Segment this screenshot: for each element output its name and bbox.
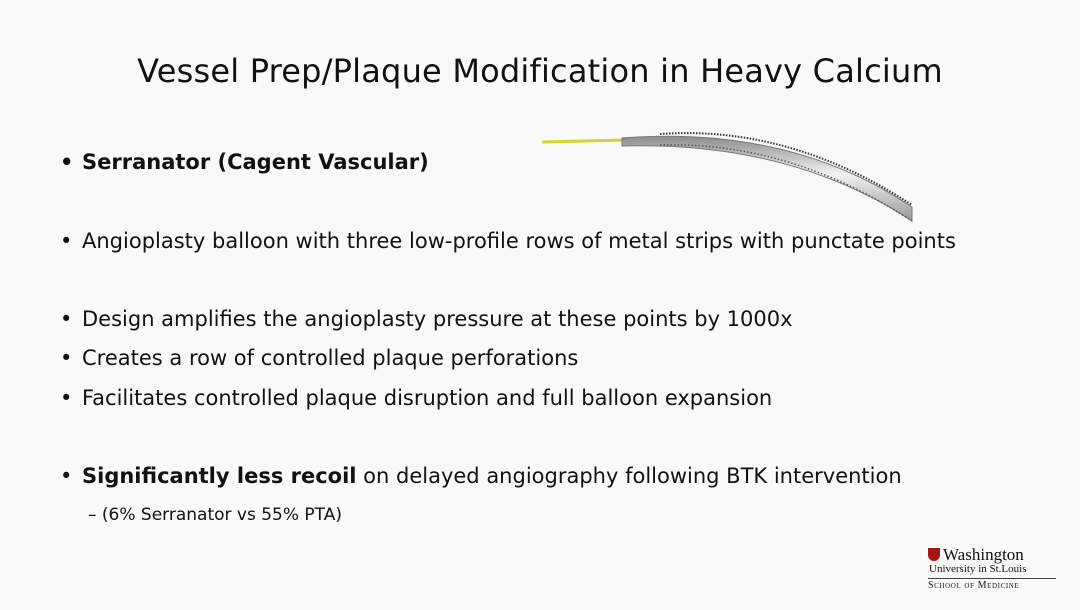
serrated-balloon-catheter-image — [540, 125, 920, 225]
bullet-serranator — [60, 150, 429, 174]
bullet-text: on delayed angiography following BTK intervention — [356, 464, 902, 488]
guidewire — [542, 140, 625, 142]
logo-line-2: University in St.Louis — [929, 563, 1027, 575]
bullet-text: Angioplasty balloon with three low-profile rows of metal strips with punctate points — [82, 229, 956, 253]
bullet-dot: • — [60, 464, 73, 488]
bullet-dot: • — [60, 346, 73, 370]
bullet-text: Design amplifies the angioplasty pressure at these points by 1000x — [82, 307, 793, 331]
logo-line-3: School of Medicine — [928, 578, 1056, 593]
bullet-facilitates — [60, 386, 772, 410]
shield-icon — [928, 548, 940, 561]
bullet-design-amplifies — [60, 307, 793, 331]
bullet-angioplasty-balloon — [60, 229, 956, 253]
bullet-dot: • — [60, 150, 74, 174]
bullet-text: Facilitates controlled plaque disruption and full balloon expansion — [82, 386, 773, 410]
bullet-text: Creates a row of controlled plaque perforations — [82, 346, 579, 370]
bullet-dot: • — [60, 229, 73, 253]
university-logo — [928, 546, 1056, 596]
logo-line-1: Washington — [943, 545, 1024, 564]
bullet-creates-row — [60, 346, 578, 370]
sub-bullet-statistic: – (6% Serranator vs 55% PTA) — [88, 505, 342, 525]
bullet-dot: • — [60, 307, 73, 331]
bullet-dot: • — [60, 386, 73, 410]
slide-title: Vessel Prep/Plaque Modification in Heavy Calcium — [137, 52, 943, 90]
bullet-text: Serranator (Cagent Vascular) — [82, 150, 429, 174]
bullet-bold-text: Significantly less recoil — [82, 464, 357, 488]
balloon-body — [622, 136, 912, 221]
bullet-less-recoil — [60, 464, 902, 488]
